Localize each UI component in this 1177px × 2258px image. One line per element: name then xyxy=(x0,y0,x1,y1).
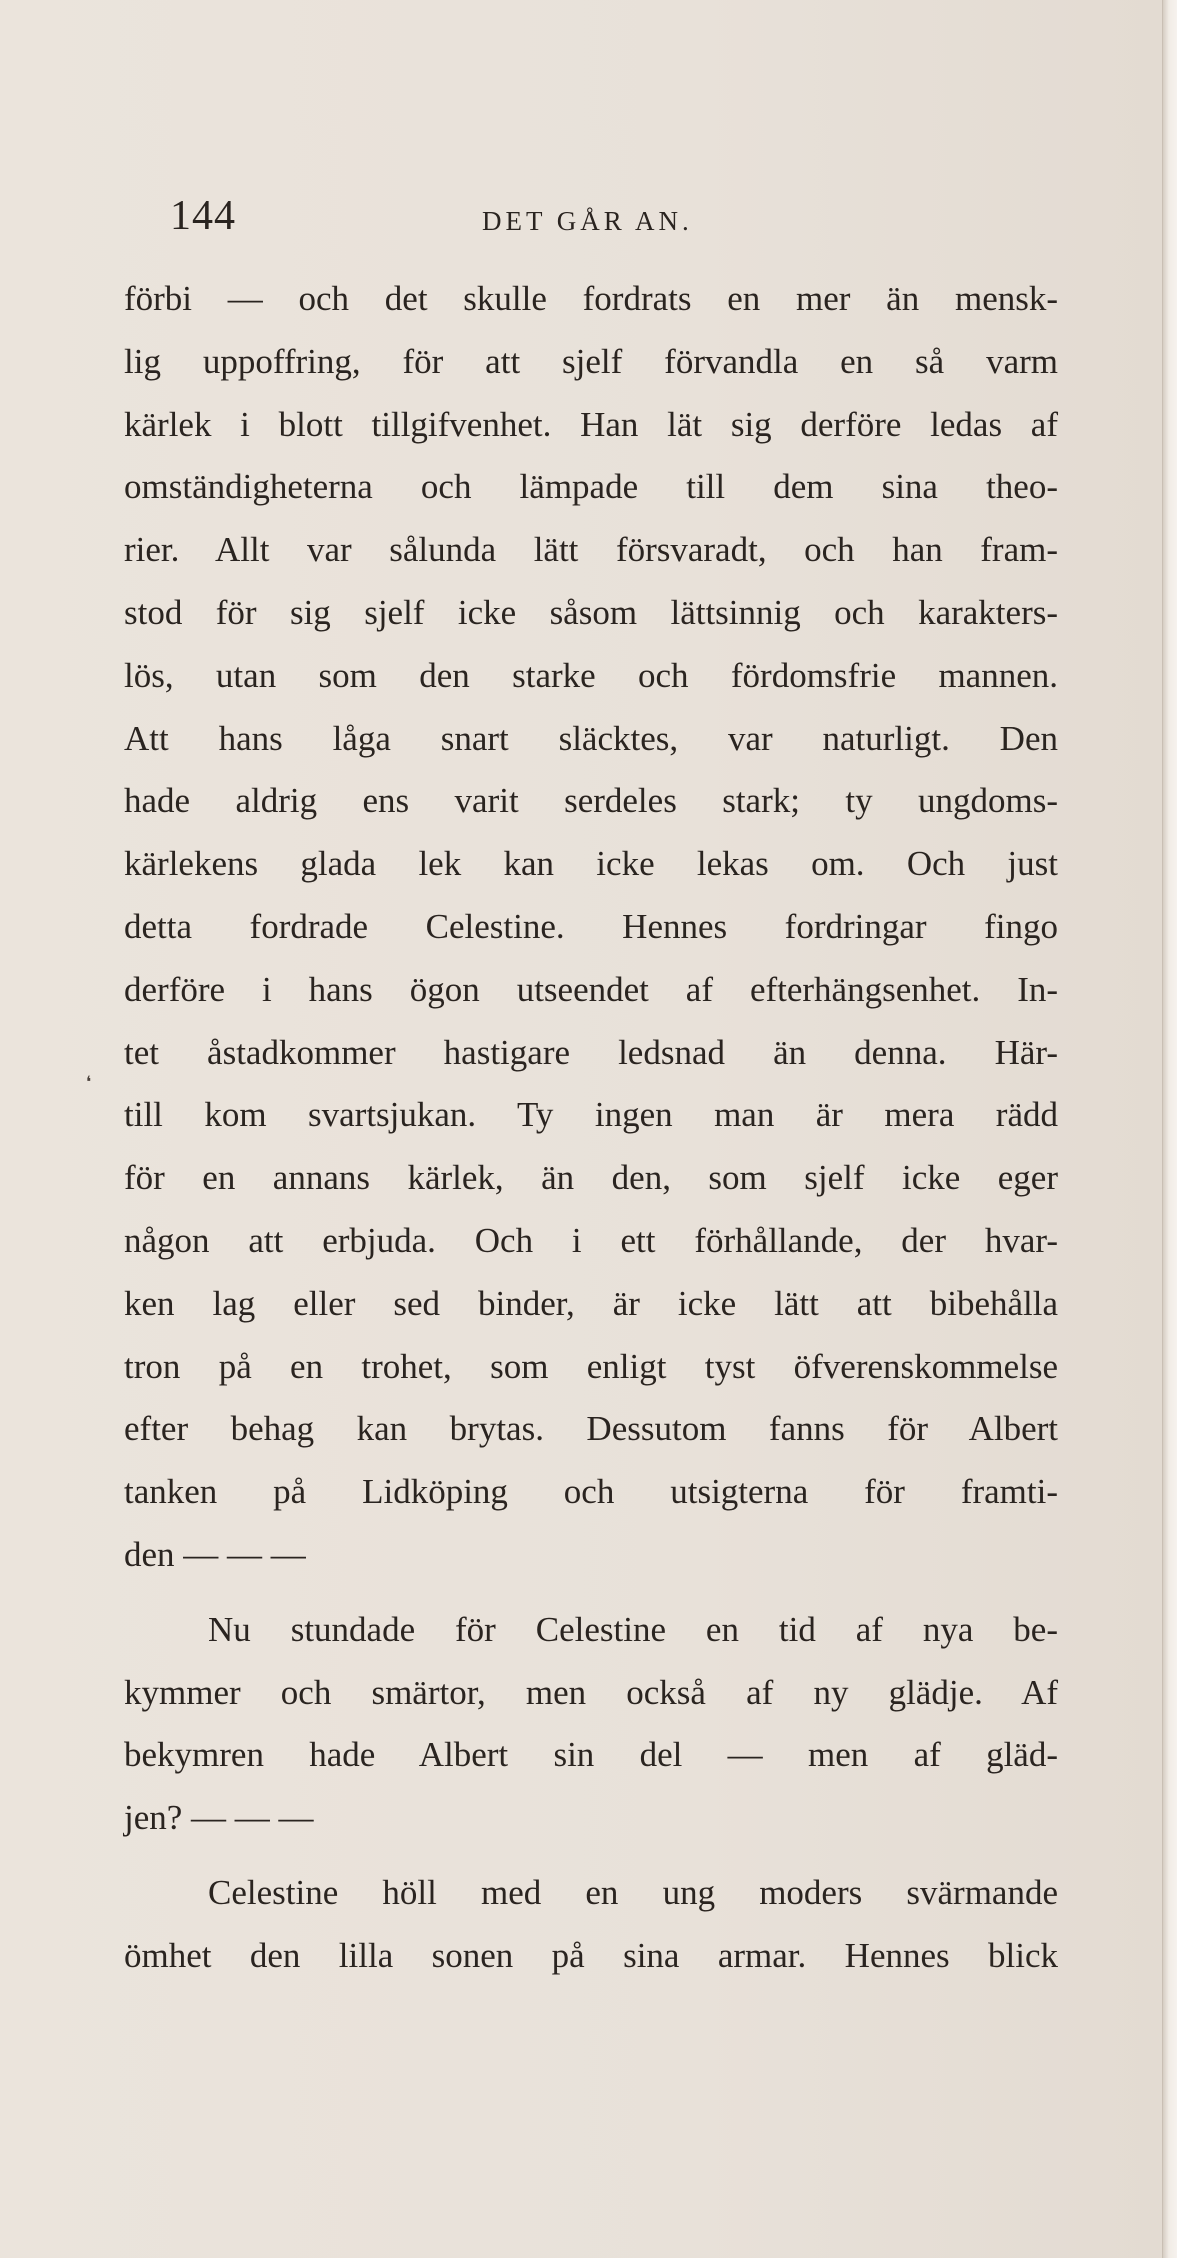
text-line: för en annans kärlek, än den, som sjelf icke eger xyxy=(124,1158,1058,1198)
text-line: bekymren hade Albert sin del — men af gläd- xyxy=(124,1735,1058,1775)
text-line: rier. Allt var sålunda lätt försvaradt, och han fram- xyxy=(124,530,1058,570)
running-head xyxy=(170,192,1090,252)
text-line: den — — — xyxy=(124,1534,306,1574)
text-line: ken lag eller sed binder, är icke lätt att bibehålla xyxy=(124,1283,1058,1323)
text-line: Nu stundade för Celestine en tid af nya be- xyxy=(208,1609,1058,1649)
text-line: detta fordrade Celestine. Hennes fordringar fingo xyxy=(124,906,1058,946)
running-title: DET GÅR AN. xyxy=(482,206,693,236)
text-line: till kom svartsjukan. Ty ingen man är mera rädd xyxy=(124,1095,1058,1135)
page-edge xyxy=(1162,0,1177,2258)
text-line: tron på en trohet, som enligt tyst öfverenskommelse xyxy=(124,1346,1058,1386)
text-line: omständigheterna och lämpade till dem sina theo- xyxy=(124,467,1058,507)
text-line: hade aldrig ens varit serdeles stark; ty ungdoms- xyxy=(124,781,1058,821)
page-number: 144 xyxy=(170,193,236,239)
text-line: kymmer och smärtor, men också af ny glädje. Af xyxy=(124,1672,1058,1712)
text-line: någon att erbjuda. Och i ett förhållande, der hvar- xyxy=(124,1220,1058,1260)
text-line: lig uppoffring, för att sjelf förvandla en så varm xyxy=(124,341,1058,381)
text-line: derföre i hans ögon utseendet af efterhängsenhet. In- xyxy=(124,969,1058,1009)
text-line: lös, utan som den starke och fördomsfrie mannen. xyxy=(124,655,1058,695)
text-line: Att hans låga snart släcktes, var naturligt. Den xyxy=(124,718,1058,758)
text-line: tet åstadkommer hastigare ledsnad än denna. Här- xyxy=(124,1032,1058,1072)
margin-mark: ❛ xyxy=(86,1072,92,1091)
text-line: jen? — — — xyxy=(124,1798,314,1838)
text-line: tanken på Lidköping och utsigterna för framti- xyxy=(124,1472,1058,1512)
text-line: förbi — och det skulle fordrats en mer än mensk- xyxy=(124,279,1058,318)
text-line: stod för sig sjelf icke såsom lättsinnig och karakters- xyxy=(124,592,1058,632)
paragraph-gap xyxy=(124,1587,1058,1599)
text-line: kärlek i blott tillgifvenhet. Han lät sig derföre ledas af xyxy=(124,404,1058,444)
text-line: kärlekens glada lek kan icke lekas om. Och just xyxy=(124,844,1058,884)
paragraph-gap xyxy=(124,1850,1058,1862)
text-line: ömhet den lilla sonen på sina armar. Hennes blick xyxy=(124,1935,1058,1975)
text-line: Celestine höll med en ung moders svärmande xyxy=(208,1872,1058,1912)
text-line: efter behag kan brytas. Dessutom fanns för Albert xyxy=(124,1409,1058,1449)
body-text xyxy=(124,268,1058,1988)
